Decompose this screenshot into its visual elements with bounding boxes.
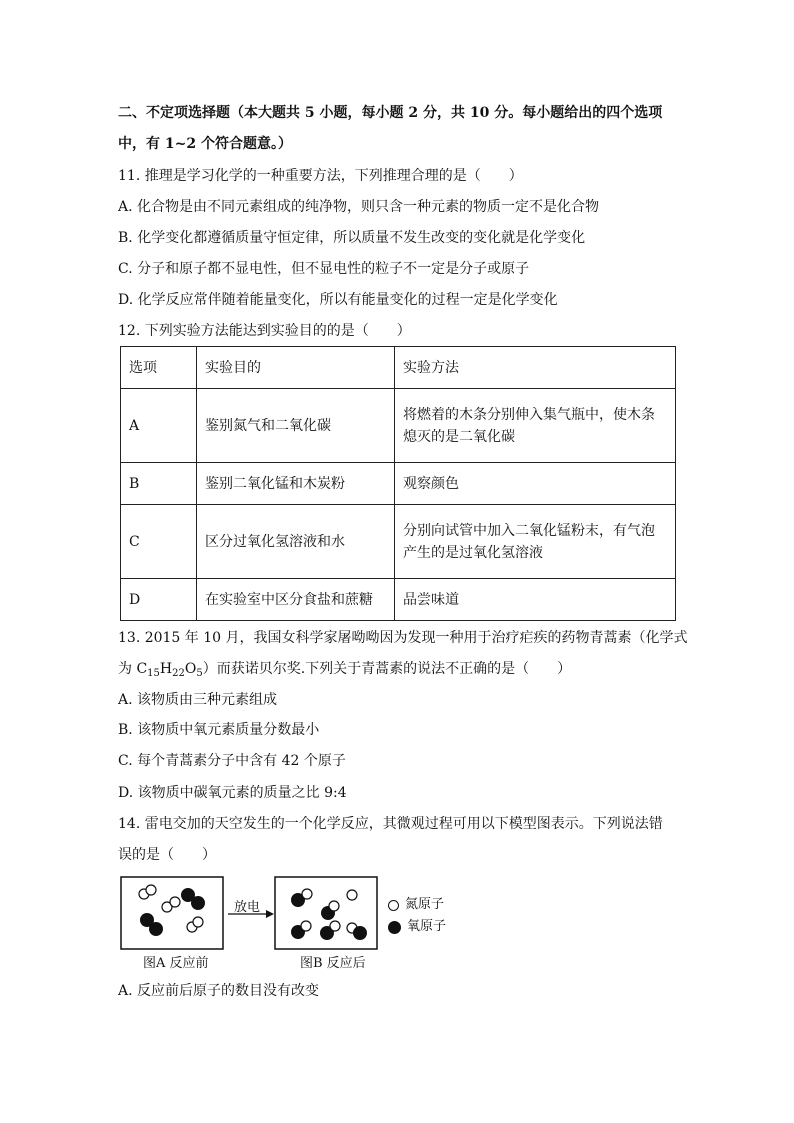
legend-oxygen-label: 氧原子	[407, 919, 447, 934]
table-header-cell: 选项	[121, 347, 197, 389]
n2-molecule	[162, 897, 180, 912]
arrow-label: 放电	[234, 900, 261, 915]
nitrogen-atom-icon	[388, 900, 399, 911]
formula-subscript: 15	[147, 668, 160, 679]
q12-stem: 12. 下列实验方法能达到实验目的的是（ ）	[118, 323, 411, 339]
table-row	[121, 463, 676, 505]
q13-text: H	[159, 661, 173, 677]
q11-stem: 11. 推理是学习化学的一种重要方法，下列推理合理的是（ ）	[118, 168, 523, 184]
table-cell-option: B	[121, 463, 197, 505]
table-cell-purpose: 在实验室中区分食盐和蔗糖	[197, 579, 395, 621]
table-row	[121, 579, 676, 621]
q14-option-a: A. 反应前后原子的数目没有改变	[118, 983, 320, 999]
q13-stem-line1: 13. 2015 年 10 月，我国女科学家屠呦呦因为发现一种用于治疗疟疾的药物青蒿素（化学式	[118, 630, 688, 646]
table-header-row	[121, 347, 676, 389]
n2-molecule	[187, 917, 203, 932]
table-header-cell: 实验方法	[395, 347, 676, 389]
q11-option-b: B. 化学变化都遵循质量守恒定律，所以质量不发生改变的变化就是化学变化	[118, 230, 586, 246]
q11-option-c: C. 分子和原子都不显电性，但不显电性的粒子不一定是分子或原子	[118, 261, 530, 277]
table-cell-purpose: 鉴别氮气和二氧化碳	[197, 389, 395, 463]
table-row	[121, 505, 676, 579]
table-cell-method: 观察颜色	[395, 463, 676, 505]
q13-text: 为 C	[118, 661, 148, 677]
method-line: 将燃着的木条分别伸入集气瓶中，使木条	[403, 406, 655, 423]
method-line: 产生的是过氧化氢溶液	[403, 544, 543, 561]
table-cell-option: D	[121, 579, 197, 621]
no-molecule	[321, 901, 339, 920]
legend	[388, 894, 446, 938]
table-cell-method: 品尝味道	[395, 579, 676, 621]
q13-option-c: C. 每个青蒿素分子中含有 42 个原子	[118, 753, 346, 769]
no-molecule	[347, 923, 367, 940]
caption-before: 图A 反应前	[143, 956, 209, 971]
q13-stem-line2	[118, 659, 571, 684]
table-header-cell: 实验目的	[197, 347, 395, 389]
q13-option-b: B. 该物质中氧元素质量分数最小	[118, 722, 320, 738]
q11-option-d: D. 化学反应常伴随着能量变化，所以有能量变化的过程一定是化学变化	[118, 292, 558, 308]
o2-molecule	[181, 888, 205, 910]
method-line: 分别向试管中加入二氧化锰粉末，有气泡	[403, 522, 655, 539]
no-molecule	[347, 890, 357, 900]
q13-option-d: D. 该物质中碳氧元素的质量之比 9:4	[118, 785, 347, 801]
q13-text: ）而获诺贝尔奖.下列关于青蒿素的说法不正确的是（ ）	[202, 661, 572, 677]
table-cell-option: C	[121, 505, 197, 579]
q13-text: O	[184, 661, 197, 677]
box-before	[121, 877, 223, 949]
section-title-line1: 二、不定项选择题（本大题共 5 小题，每小题 2 分，共 10 分。每小题给出的四个选项	[118, 105, 663, 121]
legend-oxygen	[388, 916, 446, 938]
q14-stem-line2: 误的是（ ）	[118, 847, 216, 863]
n2-molecule	[139, 885, 156, 899]
no-molecule	[320, 921, 340, 940]
no-molecule	[291, 921, 311, 939]
no-molecule	[291, 889, 312, 907]
o2-molecule	[140, 913, 163, 936]
section-title-line2: 中，有 1~2 个符合题意。）	[118, 136, 292, 152]
table-cell-method	[395, 389, 676, 463]
formula-subscript: 5	[196, 668, 203, 679]
formula-subscript: 22	[172, 668, 185, 679]
caption-after: 图B 反应后	[300, 956, 366, 971]
experiment-table	[120, 346, 676, 621]
table-cell-purpose: 区分过氧化氢溶液和水	[197, 505, 395, 579]
oxygen-atom-icon	[388, 921, 401, 934]
table-cell-purpose: 鉴别二氧化锰和木炭粉	[197, 463, 395, 505]
method-line: 熄灭的是二氧化碳	[403, 428, 515, 445]
table-row	[121, 389, 676, 463]
table-cell-option: A	[121, 389, 197, 463]
arrow-head	[266, 910, 274, 918]
table-cell-method	[395, 505, 676, 579]
legend-nitrogen-label: 氮原子	[405, 897, 445, 912]
legend-nitrogen	[388, 894, 446, 916]
q11-option-a: A. 化合物是由不同元素组成的纯净物，则只含一种元素的物质一定不是化合物	[118, 199, 600, 215]
q14-stem-line1: 14. 雷电交加的天空发生的一个化学反应，其微观过程可用以下模型图表示。下列说法错	[118, 816, 663, 832]
q13-option-a: A. 该物质由三种元素组成	[118, 692, 278, 708]
